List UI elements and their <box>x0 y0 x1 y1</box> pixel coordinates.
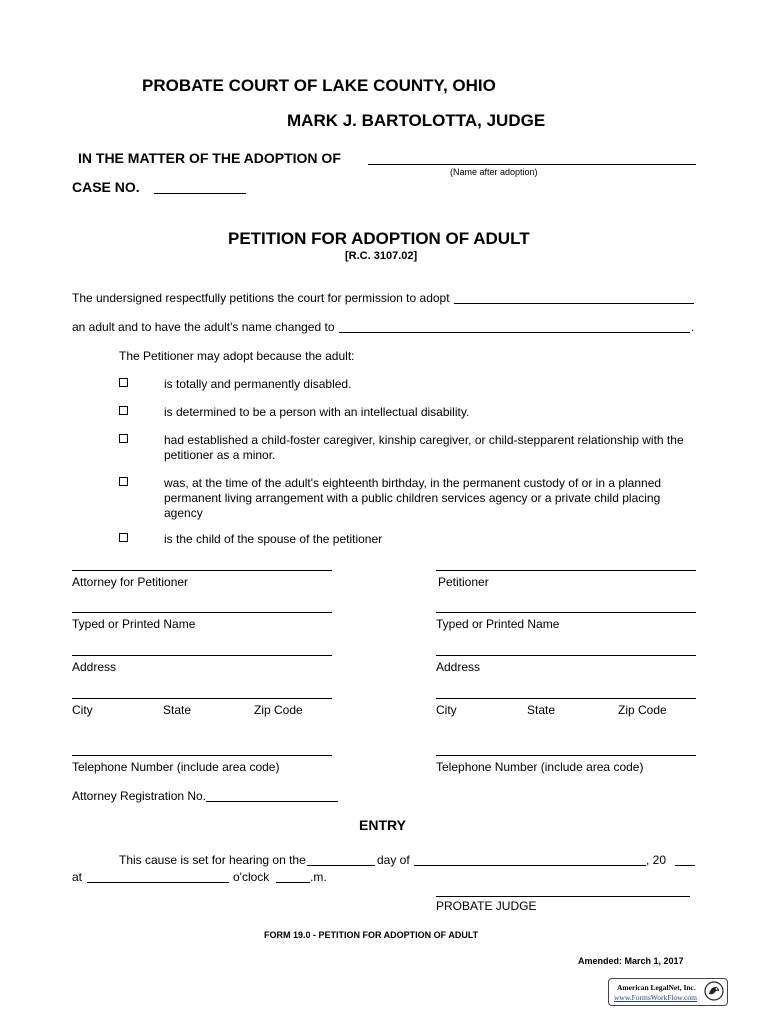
attorney-city-line[interactable] <box>72 698 332 699</box>
entry-heading: ENTRY <box>359 817 406 833</box>
petitioner-address-line[interactable] <box>436 655 696 656</box>
petitioner-city-line[interactable] <box>436 698 696 699</box>
new-name-line[interactable] <box>339 332 690 333</box>
option-permanent-custody: was, at the time of the adult's eighteenth birthday, in the permanent custody of or in a planned permanent living arrangement with a public children services agency or a private child placing agency <box>164 476 662 520</box>
publisher-name: American LegalNet, Inc. <box>617 983 696 992</box>
hearing-month-line[interactable] <box>414 865 646 866</box>
petitioner-title-label: Petitioner <box>438 575 489 589</box>
registration-label: Attorney Registration No. <box>72 789 207 803</box>
court-title: PROBATE COURT OF LAKE COUNTY, OHIO <box>142 76 496 95</box>
option-checkbox-caregiver-relationship[interactable] <box>119 434 128 443</box>
statute-reference: [R.C. 3107.02] <box>345 250 418 262</box>
adoptee-current-name-line[interactable] <box>454 303 694 304</box>
petitioner-zip-label: Zip Code <box>618 703 667 717</box>
lead-in-text: The Petitioner may adopt because the adult: <box>119 349 355 363</box>
judge-signature-line[interactable] <box>436 896 690 897</box>
form-title: PETITION FOR ADOPTION OF ADULT <box>228 229 530 248</box>
attorney-address-label: Address <box>72 660 117 674</box>
hearing-day-line[interactable] <box>307 865 375 866</box>
publisher-link[interactable]: www.FormsWorkFlow.com <box>614 993 698 1002</box>
amended-date: Amended: March 1, 2017 <box>578 956 684 966</box>
attorney-signature-line[interactable] <box>72 570 332 571</box>
registration-line[interactable] <box>206 801 338 802</box>
petitioner-phone-label: Telephone Number (include area code) <box>436 760 644 774</box>
attorney-zip-label: Zip Code <box>254 703 303 717</box>
petition-line-2: an adult and to have the adult's name changed to <box>72 320 335 334</box>
petition-line-2-period: . <box>691 320 695 334</box>
publisher-badge[interactable] <box>608 978 728 1006</box>
case-no-label: CASE NO. <box>72 179 140 195</box>
attorney-city-label: City <box>72 703 93 717</box>
option-disabled: is totally and permanently disabled. <box>164 377 352 391</box>
attorney-phone-label: Telephone Number (include area code) <box>72 760 280 774</box>
day-of-label: day of <box>377 853 410 867</box>
year-prefix: , 20 <box>646 853 667 867</box>
attorney-title-label: Attorney for Petitioner <box>72 575 189 589</box>
petitioner-city-label: City <box>436 703 457 717</box>
case-no-line[interactable] <box>154 193 246 194</box>
probate-judge-label: PROBATE JUDGE <box>436 899 537 913</box>
option-checkbox-spouse-child[interactable] <box>119 533 128 542</box>
hearing-time-line[interactable] <box>87 882 229 883</box>
name-after-adoption-caption: (Name after adoption) <box>450 167 538 177</box>
petitioner-state-label: State <box>527 703 556 717</box>
hearing-text: This cause is set for hearing on the <box>119 853 306 867</box>
option-spouse-child: is the child of the spouse of the petitioner <box>164 532 383 546</box>
option-caregiver-relationship: had established a child-foster caregiver, kinship caregiver, or child-stepparent relationship with the petitioner as a minor. <box>164 433 684 462</box>
adoptee-name-line[interactable] <box>368 164 696 165</box>
attorney-phone-line[interactable] <box>72 755 332 756</box>
attorney-name-label: Typed or Printed Name <box>72 617 196 631</box>
petitioner-phone-line[interactable] <box>436 755 696 756</box>
publisher-logo-icon <box>704 981 724 1001</box>
attorney-address-line[interactable] <box>72 655 332 656</box>
at-label: at <box>72 870 83 884</box>
option-checkbox-intellectual-disability[interactable] <box>119 406 128 415</box>
petitioner-address-label: Address <box>436 660 481 674</box>
petition-line-1: The undersigned respectfully petitions the court for permission to adopt <box>72 291 450 305</box>
oclock-label: o'clock <box>233 870 270 884</box>
m-label: .m. <box>310 870 327 884</box>
petitioner-signature-line[interactable] <box>436 570 696 571</box>
attorney-state-label: State <box>163 703 192 717</box>
petitioner-name-line[interactable] <box>436 612 696 613</box>
judge-name: MARK J. BARTOLOTTA, JUDGE <box>287 111 546 130</box>
option-checkbox-permanent-custody[interactable] <box>119 477 128 486</box>
option-intellectual-disability: is determined to be a person with an intellectual disability. <box>164 405 470 419</box>
matter-label: IN THE MATTER OF THE ADOPTION OF <box>78 150 341 166</box>
form-name-footer: FORM 19.0 - PETITION FOR ADOPTION OF ADULT <box>264 930 479 940</box>
attorney-name-line[interactable] <box>72 612 332 613</box>
option-checkbox-disabled[interactable] <box>119 378 128 387</box>
hearing-year-line[interactable] <box>675 865 695 866</box>
hearing-ampm-line[interactable] <box>276 882 310 883</box>
petitioner-name-label: Typed or Printed Name <box>436 617 560 631</box>
